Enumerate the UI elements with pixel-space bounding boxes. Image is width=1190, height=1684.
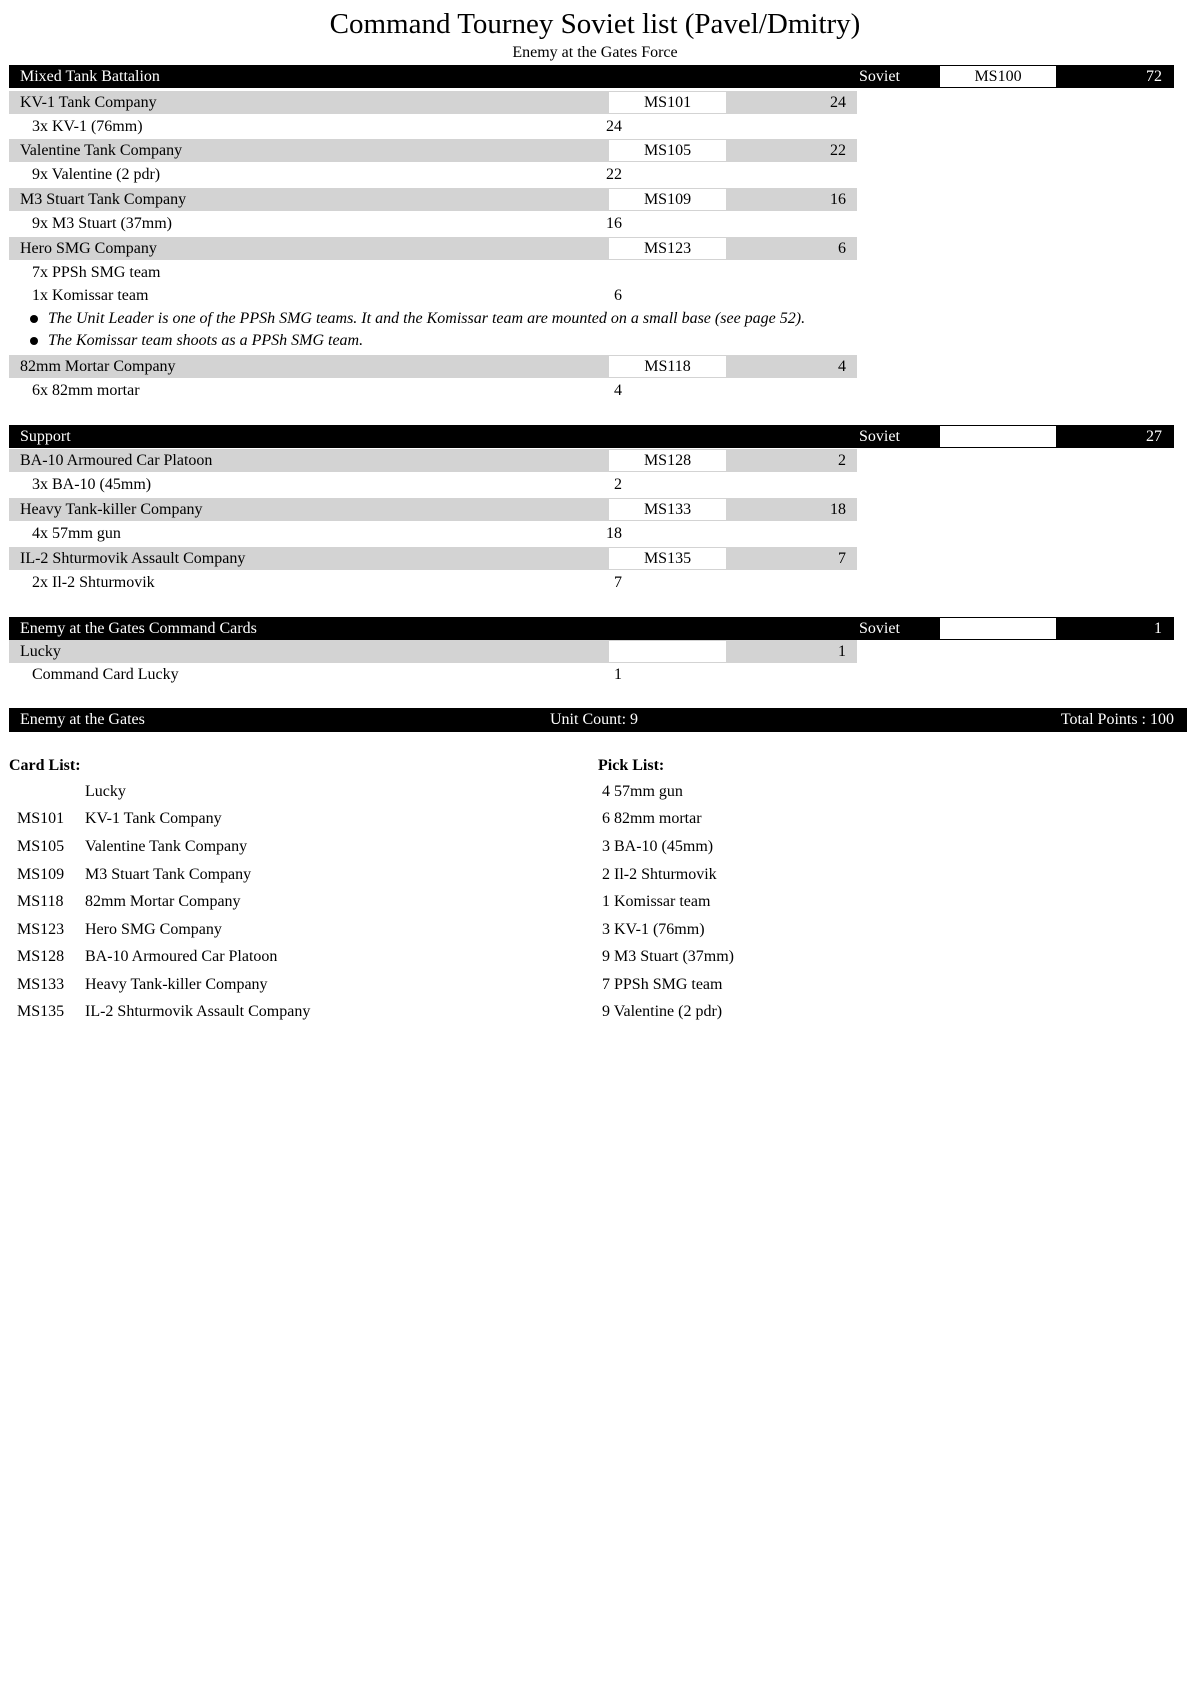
unit-detail-points: 1	[614, 666, 622, 683]
unit-detail-text: 9x Valentine (2 pdr)	[32, 166, 161, 183]
card-name: M3 Stuart Tank Company	[85, 866, 252, 883]
unit-code: MS128	[609, 450, 726, 471]
card-list-heading: Card List:	[9, 757, 81, 774]
unit-detail-points: 4	[614, 382, 622, 399]
card-code: MS133	[17, 976, 65, 993]
unit-detail-text: 4x 57mm gun	[32, 525, 121, 542]
unit-note-text: The Unit Leader is one of the PPSh SMG teams. It and the Komissar team are mounted on a small base (see page 52).	[48, 310, 806, 327]
unit-row	[9, 547, 857, 570]
unit-name: Heavy Tank-killer Company	[20, 501, 203, 518]
unit-points: 4	[838, 358, 846, 375]
card-code: MS135	[17, 1003, 65, 1020]
force-name: Enemy at the Gates	[20, 711, 145, 728]
unit-name: KV-1 Tank Company	[20, 94, 157, 111]
formation-name: Mixed Tank Battalion	[20, 68, 160, 85]
unit-points: 16	[830, 191, 846, 208]
unit-row	[9, 188, 857, 211]
unit-count: Unit Count: 9	[550, 711, 639, 728]
pick-list-item: 3 KV-1 (76mm)	[602, 921, 705, 938]
unit-points: 22	[830, 142, 846, 159]
card-code: MS118	[17, 893, 64, 910]
pick-list-item: 4 57mm gun	[602, 783, 683, 800]
unit-detail-points: 6	[614, 287, 622, 304]
unit-detail-points: 7	[614, 574, 622, 591]
formation-nation: Soviet	[859, 620, 900, 637]
unit-detail-row	[32, 116, 622, 138]
card-name: BA-10 Armoured Car Platoon	[85, 948, 278, 965]
unit-row	[9, 449, 857, 472]
unit-detail-row	[32, 664, 622, 686]
unit-name: IL-2 Shturmovik Assault Company	[20, 550, 246, 567]
unit-detail-points: 16	[606, 215, 622, 232]
unit-note	[30, 308, 805, 330]
formation-header	[9, 617, 1174, 640]
unit-code	[609, 641, 726, 662]
formation-nation: Soviet	[859, 68, 900, 85]
unit-row	[9, 91, 857, 114]
unit-detail-row	[32, 213, 622, 235]
card-list-item	[17, 808, 222, 830]
unit-code: MS133	[609, 499, 726, 520]
unit-detail-text: 2x Il-2 Shturmovik	[32, 574, 155, 591]
card-code: MS109	[17, 866, 65, 883]
pick-list-item: 7 PPSh SMG team	[602, 976, 723, 993]
unit-detail-text: 3x BA-10 (45mm)	[32, 476, 152, 493]
unit-code: MS118	[609, 356, 726, 377]
unit-detail-row	[32, 262, 622, 284]
force-summary-bar	[9, 708, 1187, 732]
formation-code	[940, 618, 1056, 639]
card-list-item	[17, 836, 247, 858]
card-name: Lucky	[85, 783, 126, 800]
pick-list-item: 6 82mm mortar	[602, 810, 702, 827]
unit-detail-points: 2	[614, 476, 622, 493]
formation-points: 1	[1154, 620, 1162, 637]
unit-row	[9, 237, 857, 260]
card-name: Heavy Tank-killer Company	[85, 976, 268, 993]
page-subtitle: Enemy at the Gates Force	[512, 44, 678, 61]
card-code: MS128	[17, 948, 65, 965]
pick-list-item: 3 BA-10 (45mm)	[602, 838, 714, 855]
unit-code: MS123	[609, 238, 726, 259]
unit-code: MS105	[609, 140, 726, 161]
unit-points: 6	[838, 240, 846, 257]
pick-list-item: 9 M3 Stuart (37mm)	[602, 948, 734, 965]
unit-detail-text: Command Card Lucky	[32, 666, 179, 683]
formation-header	[9, 425, 1174, 448]
formation-name: Support	[20, 428, 71, 445]
formation-code	[940, 426, 1056, 447]
unit-detail-row	[32, 572, 622, 594]
unit-detail-row	[32, 474, 622, 496]
card-list-item	[17, 919, 222, 941]
unit-points: 24	[830, 94, 846, 111]
formation-name: Enemy at the Gates Command Cards	[20, 620, 257, 637]
card-list-item	[17, 1001, 310, 1023]
unit-row	[9, 640, 857, 663]
card-list-item	[17, 864, 251, 886]
card-name: IL-2 Shturmovik Assault Company	[85, 1003, 311, 1020]
pick-list-item: 9 Valentine (2 pdr)	[602, 1003, 723, 1020]
unit-detail-row	[32, 164, 622, 186]
pick-list-item: 1 Komissar team	[602, 893, 711, 910]
card-name: KV-1 Tank Company	[85, 810, 222, 827]
unit-detail-points: 22	[606, 166, 622, 183]
unit-detail-row	[32, 285, 622, 307]
card-list-item	[17, 891, 241, 913]
formation-code: MS100	[940, 66, 1056, 87]
unit-row	[9, 498, 857, 521]
card-list-item	[17, 781, 126, 803]
formation-points: 72	[1146, 68, 1162, 85]
unit-points: 18	[830, 501, 846, 518]
unit-code: MS109	[609, 189, 726, 210]
unit-points: 7	[838, 550, 846, 567]
unit-detail-points: 24	[606, 118, 622, 135]
unit-name: 82mm Mortar Company	[20, 358, 176, 375]
card-code: MS123	[17, 921, 65, 938]
page-title: Command Tourney Soviet list (Pavel/Dmitry)	[329, 8, 861, 40]
card-list-item	[17, 946, 277, 968]
unit-points: 1	[838, 643, 846, 660]
formation-nation: Soviet	[859, 428, 900, 445]
unit-name: M3 Stuart Tank Company	[20, 191, 187, 208]
unit-note-text: The Komissar team shoots as a PPSh SMG team.	[48, 332, 364, 349]
unit-detail-text: 3x KV-1 (76mm)	[32, 118, 143, 135]
card-name: Valentine Tank Company	[85, 838, 248, 855]
unit-detail-row	[32, 380, 622, 402]
unit-name: Valentine Tank Company	[20, 142, 183, 159]
unit-row	[9, 355, 857, 378]
unit-row	[9, 139, 857, 162]
unit-detail-text: 7x PPSh SMG team	[32, 264, 161, 281]
card-name: Hero SMG Company	[85, 921, 222, 938]
unit-name: Hero SMG Company	[20, 240, 157, 257]
unit-name: BA-10 Armoured Car Platoon	[20, 452, 213, 469]
bullet-icon	[30, 337, 38, 345]
unit-detail-text: 1x Komissar team	[32, 287, 149, 304]
pick-list-heading: Pick List:	[598, 757, 665, 774]
total-points: Total Points : 100	[1060, 711, 1174, 728]
unit-code: MS101	[609, 92, 726, 113]
unit-code: MS135	[609, 548, 726, 569]
card-code: MS105	[17, 838, 65, 855]
unit-detail-text: 6x 82mm mortar	[32, 382, 140, 399]
formation-points: 27	[1146, 428, 1162, 445]
bullet-icon	[30, 315, 38, 323]
pick-list-item: 2 Il-2 Shturmovik	[602, 866, 717, 883]
card-code: MS101	[17, 810, 65, 827]
unit-points: 2	[838, 452, 846, 469]
unit-note	[30, 330, 363, 352]
card-list-item	[17, 974, 268, 996]
unit-detail-text: 9x M3 Stuart (37mm)	[32, 215, 172, 232]
formation-header	[9, 65, 1174, 88]
unit-name: Lucky	[20, 643, 61, 660]
unit-detail-row	[32, 523, 622, 545]
unit-detail-points: 18	[606, 525, 622, 542]
card-name: 82mm Mortar Company	[85, 893, 241, 910]
